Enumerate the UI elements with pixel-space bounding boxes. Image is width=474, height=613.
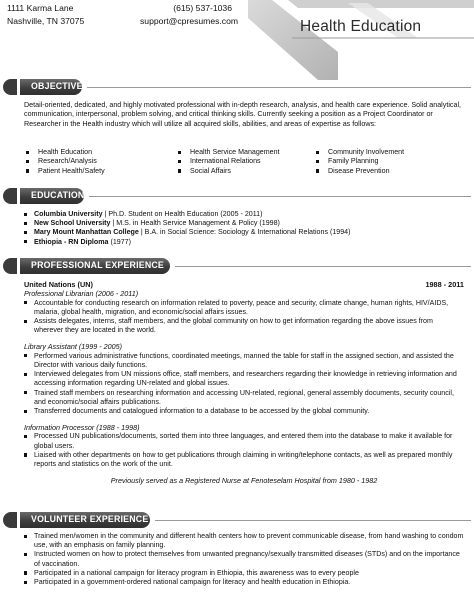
school-name: New School University [34, 219, 111, 228]
skills-row [24, 167, 464, 176]
skills-list [24, 148, 464, 176]
skill-item: Health Service Management [176, 148, 314, 157]
degree-detail: | Ph.D. Student on Health Education (2005 - 2011) [102, 210, 263, 218]
job-role-title: Professional Librarian (2006 - 2011) [24, 289, 139, 299]
skills-row [24, 148, 464, 157]
section-header-objective [3, 79, 471, 95]
volunteer-item: Trained men/women in the community and different health centers how to prevent communicable disease, from hand washing to condom use, with an emphasis on family planning. [24, 532, 464, 550]
education-item [24, 210, 464, 219]
school-name: Mary Mount Manhattan College [34, 228, 139, 237]
volunteer-item: Participated in a government-ordered national campaign for literacy and health education in Ethiopia. [24, 578, 464, 587]
role-bullets [24, 352, 464, 417]
city-state-zip: Nashville, TN 37075 [7, 15, 85, 26]
education-item [24, 219, 464, 228]
volunteer-item: Participated in a national campaign for literacy program in Ethiopia, this awareness was to every people [24, 569, 464, 578]
job-role-title: Information Processor (1988 - 1998) [24, 423, 140, 433]
school-name: Ethiopia - RN Diploma [34, 237, 109, 246]
section-title: PROFESSIONAL EXPERIENCE [31, 260, 164, 270]
degree-detail: | M.S. in Health Service Management & Policy (1998) [110, 219, 280, 228]
section-header-experience [3, 258, 471, 274]
street-address: 1111 Karma Lane [7, 3, 74, 13]
section-title: OBJECTIVE [31, 81, 83, 91]
divider [87, 87, 471, 88]
divider [89, 196, 471, 197]
skill-item: Family Planning [314, 157, 464, 166]
role-bullet: Interviewed delegates from UN missions office, staff members, and researchers regarding their knowledge in retrieving information and accessing information regarding UN-related and global issues. [24, 370, 464, 388]
school-name: Columbia University [34, 210, 103, 218]
role-bullets [24, 432, 464, 469]
degree-detail: | B.A. in Social Science: Sociology & International Relations (1994) [138, 228, 351, 237]
objective-text: Detail-oriented, dedicated, and highly motivated professional with in-depth research, analysis, and health care experience. Solid analytical, communication, interpersonal, problem solving, and critical thinking skills. Currently seeking a position as a Project Coordinator or Researcher in the Health industry which will utilize all acquired skills, abilities, and areas of expertise as follows: [24, 101, 462, 128]
divider [155, 520, 471, 521]
role-bullet: Performed various administrative functions, coordinated meetings, manned the table for staff in the assigned section, and assisted the Director with various daily functions. [24, 352, 464, 370]
skill-item: Health Education [24, 148, 176, 157]
job-role-title: Library Assistant (1999 - 2005) [24, 342, 123, 352]
job-header [24, 280, 464, 289]
phone-number: (615) 537-1036 [173, 3, 232, 13]
skill-item: Social Affairs [176, 167, 314, 176]
volunteer-item: Instructed women on how to protect themselves from unwanted pregnancy/sexually transmitted diseases (STDs) and on the importance of vaccination. [24, 550, 464, 568]
page-title: Health Education [300, 18, 422, 35]
skill-item: International Relations [176, 157, 314, 166]
skill-item: Community Involvement [314, 148, 464, 157]
employer-name: United Nations (UN) [24, 280, 93, 289]
divider [175, 266, 471, 267]
role-bullets [24, 299, 464, 336]
section-title: VOLUNTEER EXPERIENCE [31, 514, 149, 524]
education-item [24, 238, 464, 247]
education-item [24, 228, 464, 237]
role-bullet: Transferred documents and catalogued information to a database to be accessed by the global community. [24, 407, 464, 416]
degree-detail: (1977) [108, 237, 131, 246]
role-bullet: Accountable for conducting research on information related to poverty, peace and security, climate change, human rights, HIV/AIDS, malaria, global health, migration, and economic/social affairs issues. [24, 299, 464, 317]
section-title: EDUCATION [31, 190, 85, 200]
previous-position-note: Previously served as a Registered Nurse at Fenoteselam Hospital from 1980 - 1982 [110, 476, 378, 486]
skill-item: Patient Health/Safety [24, 167, 176, 176]
volunteer-list [24, 532, 464, 587]
role-bullet: Trained staff members on researching information and accessing UN-related, regional, general assembly documents, security council, and economic/social affairs publications. [24, 389, 464, 407]
skill-item: Disease Prevention [314, 167, 464, 176]
role-bullet: Assists delegates, interns, staff members, and the global community on how to get information regarding the above issues from wherever they are located in the world. [24, 317, 464, 335]
section-header-education [3, 188, 471, 204]
contact-details [140, 2, 239, 28]
employment-dates: 1988 - 2011 [425, 280, 464, 289]
skills-row [24, 157, 464, 166]
section-header-volunteer [3, 512, 471, 528]
header-arrow-graphic [228, 0, 474, 80]
contact-address [7, 2, 84, 28]
experience-block [24, 280, 464, 485]
skill-item: Research/Analysis [24, 157, 176, 166]
email-address[interactable]: support@cpresumes.com [140, 15, 239, 26]
resume-header [0, 0, 474, 80]
role-bullet: Processed UN publications/documents, sorted them into three languages, and entered them into the database to make it available for global users. [24, 432, 464, 450]
role-bullet: Liaised with other departments on how to get publications through claiming in writing/telephone contacts, as well as prepared monthly reports and statistics on the work of the unit. [24, 451, 464, 469]
education-list [24, 210, 464, 247]
